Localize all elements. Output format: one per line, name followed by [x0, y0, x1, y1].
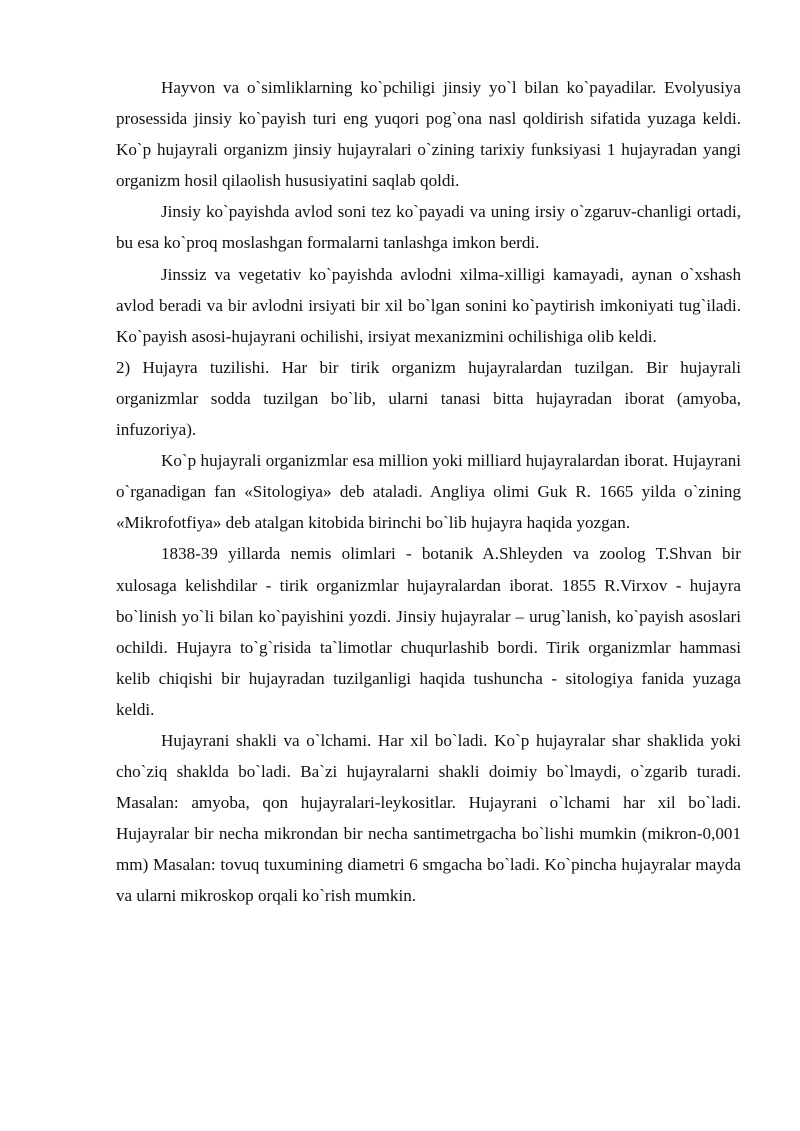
paragraph-3: Jinssiz va vegetativ ko`payishda avlodni xilma-xilligi kamayadi, aynan o`xshash avlod beradi va bir avlodni irsiyati bir xil bo`lgan sonini ko`paytirish imkoniyati tug`iladi. Ko`payish asosi-hujayrani ochilishi, irsiyat mexanizmini ochilishiga olib keldi. — [116, 264, 741, 346]
paragraph-7: Hujayrani shakli va o`lchami. Har xil bo`ladi. Ko`p hujayralar shar shaklida yoki cho`ziq shaklda bo`ladi. Ba`zi hujayralarni shakli doimiy bo`lmaydi, o`zgarib turadi. Masalan: amyoba, qon hujayralari-leykositlar. Hujayrani o`lchami har xil bo`ladi. Hujayralar bir necha mikrondan bir necha santimetrgacha bo`lishi mumkin (mikron-0,001 mm) Masalan: tovuq tuxumining diametri 6 smgacha bo`ladi. Ko`pincha hujayralar mayda va ularni mikroskop orqali ko`rish mumkin. — [116, 730, 741, 906]
document-body — [116, 72, 741, 912]
paragraph-6: 1838-39 yillarda nemis olimlari - botanik A.Shleyden va zoolog T.Shvan bir xulosaga kelishdilar - tirik organizmlar hujayralardan iborat. 1855 R.Virxov - hujayra bo`linish yo`li bilan ko`payishini yozdi. Jinsiy hujayralar – urug`lanish, ko`payish asoslari ochildi. Hujayra to`g`risida ta`limotlar chuqurlashib bordi. Tirik organizmlar hammasi kelib chiqishi bir hujayradan tuzilganligi haqida tushuncha - sitologiya fanida yuzaga keldi. — [116, 544, 741, 719]
paragraph-1: Hayvon va o`simliklarning ko`pchiligi jinsiy yo`l bilan ko`payadilar. Evolyusiya prosessida jinsiy ko`payish turi eng yuqori pog`ona nasl qoldirish sifatida yuzaga keldi. Ko`p hujayrali organizm jinsiy hujayralari o`zining tarixiy funksiyasi 1 hujayradan yangi organizm hosil qilaolish hususiyatini saqlab qoldi. — [116, 78, 741, 191]
paragraph-2: Jinsiy ko`payishda avlod soni tez ko`payadi va uning irsiy o`zgaruv-chanligi ortadi, bu esa ko`proq moslashgan formalarni tanlashga imkon berdi. — [116, 202, 741, 253]
paragraph-5: Ko`p hujayrali organizmlar esa million yoki milliard hujayralardan iborat. Hujayrani o`rganadigan fan «Sitologiya» deb ataladi. Angliya olimi Guk R. 1665 yilda o`zining «Mikrofotfiya» deb atalgan kitobida birinchi bo`lib hujayra haqida yozgan. — [116, 451, 741, 533]
paragraph-4-section-heading: 2) Hujayra tuzilishi. Har bir tirik organizm hujayralardan tuzilgan. Bir hujayrali organizmlar sodda tuzilgan bo`lib, ularni tanasi bitta hujayradan iborat (amyoba, infuzoriya). — [116, 357, 741, 440]
